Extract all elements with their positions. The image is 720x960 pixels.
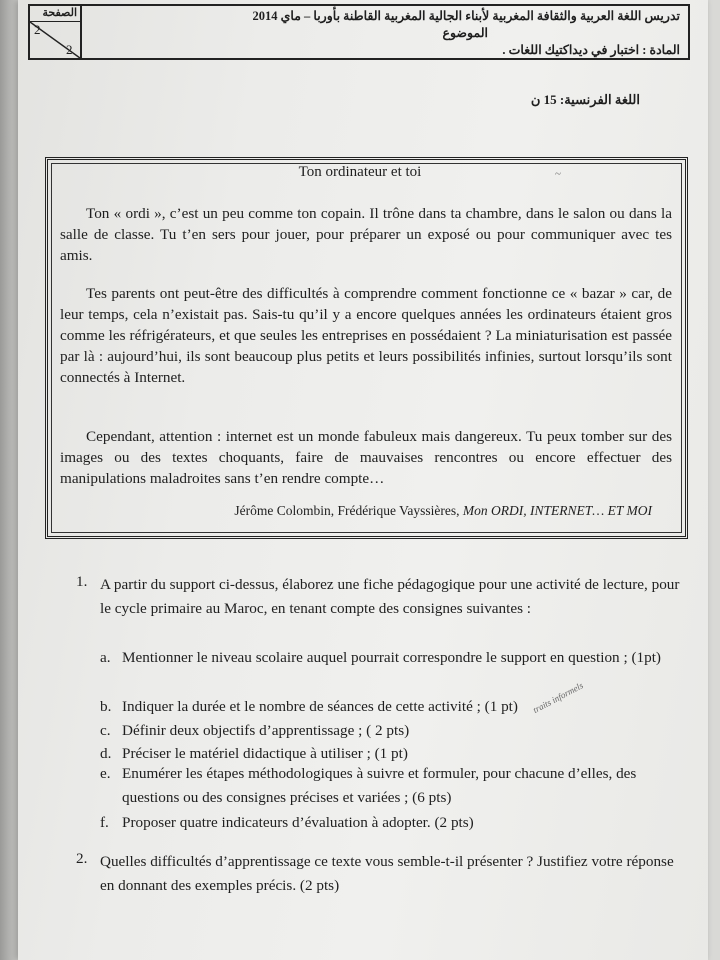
citation — [234, 503, 652, 519]
question-2-text: Quelles difficultés d’apprentissage ce texte vous semble-t-il présenter ? Justifiez votre réponse en donnant des exemples précis. (2 pts) — [100, 853, 674, 894]
header-exam-title: تدريس اللغة العربية والثقافة المغربية لأبناء الجالية المغربية القاطنة بأوربا – ماي 2014 — [252, 9, 680, 23]
page-number-box — [30, 6, 82, 58]
paragraph-1-text: Ton « ordi », c’est un peu comme ton copain. Il trône dans ta chambre, dans le salon ou dans la salle de classe. Tu t’en sers pour jouer, pour préparer un exposé ou pour communiquer avec tes amis. — [60, 205, 672, 264]
header-course: المادة : اختبار في ديداكتيك اللغات . — [502, 43, 680, 57]
page-edge-shadow — [0, 0, 20, 960]
question-2-number: 2. — [76, 850, 88, 867]
paragraph-2 — [60, 283, 672, 388]
paragraph-3 — [60, 426, 672, 489]
item-letter: d. — [100, 745, 112, 762]
exam-header — [28, 4, 690, 60]
item-text: Enumérer les étapes méthodologiques à suivre et formuler, pour chacune d’elles, des questions ou des consignes précises et variées ; (6 pts) — [122, 765, 637, 806]
reading-title: Ton ordinateur et toi — [298, 164, 422, 180]
citation-book: Mon ORDI, INTERNET… ET MOI — [462, 503, 652, 518]
item-letter: c. — [100, 722, 111, 739]
question-1-text: A partir du support ci-dessus, élaborez une fiche pédagogique pour une activité de lecture, pour le cycle primaire au Maroc, en tenant compte des consignes suivantes : — [100, 576, 680, 617]
paragraph-1 — [60, 203, 672, 266]
item-letter: b. — [100, 698, 112, 715]
citation-authors: Jérôme Colombin, Frédérique Vayssières, — [234, 503, 460, 518]
section-title: اللغة الفرنسية: 15 ن — [530, 92, 640, 107]
item-letter: f. — [100, 814, 109, 831]
paragraph-2-text: Tes parents ont peut-être des difficultés à comprendre comment fonctionne ce « bazar » car, de leur temps, cela n’existait pas. Sais-tu qu’il y a encore quelques années les ordinateurs étaient gros comme les réfrigérateurs, et que seules les entreprises en possédaient ? La miniaturisation est passée par là : aujourd’hui, ils sont beaucoup plus petits et leurs possibilités infinies, surtout lorsqu’ils sont connectés à Internet. — [60, 285, 672, 386]
question-1-number: 1. — [76, 573, 88, 590]
page-label: الصفحة — [30, 6, 80, 22]
item-letter: e. — [100, 765, 111, 782]
handwritten-annotation: traits informels — [531, 680, 585, 715]
header-subject-label: الموضوع — [442, 26, 488, 40]
page-total: 2 — [66, 42, 73, 57]
item-text: Mentionner le niveau scolaire auquel pourrait correspondre le support en question ; (1pt) — [122, 649, 661, 666]
paragraph-3-text: Cependant, attention : internet est un monde fabuleux mais dangereux. Tu peux tomber sur des images ou des textes choquants, faire de mauvaises rencontres ou encore effectuer des manipulations maladroites sans t’en rendre compte… — [60, 428, 672, 487]
item-text: Définir deux objectifs d’apprentissage ; ( 2 pts) — [122, 722, 410, 739]
pen-mark: ~ — [555, 168, 561, 180]
item-text: Indiquer la durée et le nombre de séances de cette activité ; (1 pt) — [122, 698, 518, 715]
item-text: Préciser le matériel didactique à utiliser ; (1 pt) — [122, 745, 408, 762]
item-text: Proposer quatre indicateurs d’évaluation à adopter. (2 pts) — [122, 814, 474, 831]
page-current: 2 — [34, 22, 41, 37]
item-letter: a. — [100, 649, 111, 666]
